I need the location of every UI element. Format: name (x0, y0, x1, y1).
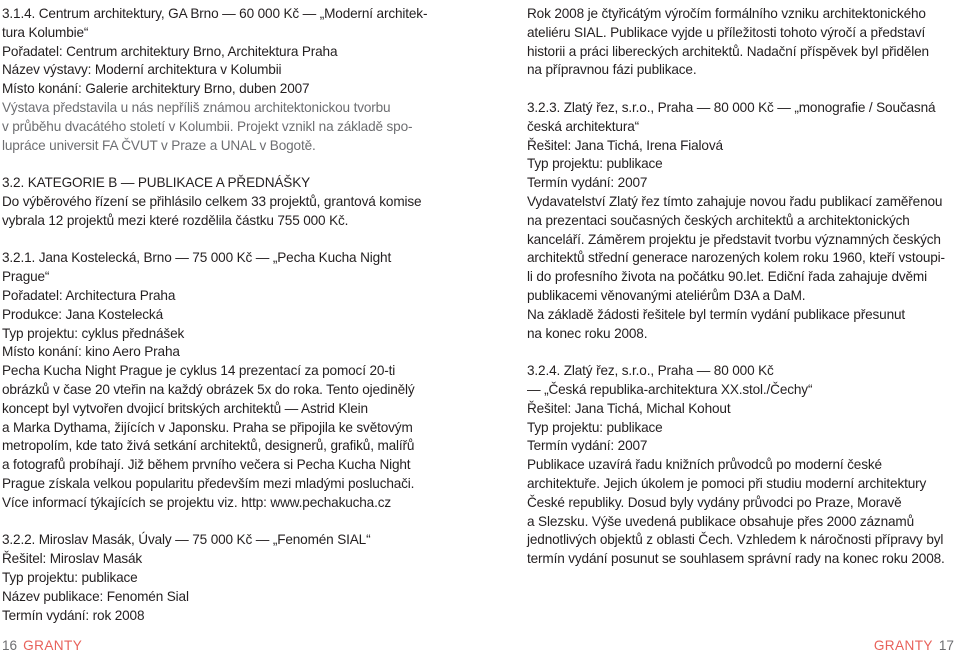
paragraph-gap (527, 343, 960, 362)
right-section-label: GRANTY (873, 638, 933, 653)
footer-right (874, 638, 954, 654)
text-line: Vydavatelství Zlatý řez tímto zahajuje novou řadu publikací zaměřenou (527, 193, 943, 209)
text-line: Místo konání: kino Aero Praha (2, 344, 180, 360)
text-line: Řešitel: Jana Tichá, Michal Kohout (527, 400, 731, 416)
text-line: architektů střední generace narozených kolem roku 1960, kteří vstoupi- (527, 250, 945, 266)
text-line: Typ projektu: cyklus přednášek (2, 325, 185, 341)
left-section-label: GRANTY (23, 638, 83, 653)
text-line: v průběhu dvacátého století v Kolumbii. Projekt vznikl na základě spo- (2, 118, 413, 134)
text-line: 3.2.4. Zlatý řez, s.r.o., Praha — 80 000 Kč (527, 363, 774, 379)
text-line: Místo konání: Galerie architektury Brno, duben 2007 (2, 81, 310, 97)
left-page-number: 16 (2, 638, 18, 653)
text-line: Název výstavy: Moderní architektura v Kolumbii (2, 62, 282, 78)
text-line: metropolím, kde tato živá setkání architektů, designerů, grafiků, malířů (2, 438, 415, 454)
text-line: Pořadatel: Centrum architektury Brno, Architektura Praha (2, 43, 338, 59)
paragraph-gap (2, 155, 472, 174)
text-line: historii a práci libereckých architektů. Nadační příspěvek byl přidělen (527, 43, 929, 59)
text-line: České republiky. Dosud byly vydány průvodci po Praze, Moravě (527, 494, 902, 510)
text-line: Pořadatel: Architectura Praha (2, 287, 176, 303)
text-line: Více informací týkajících se projektu viz. http: www.pechakucha.cz (2, 494, 392, 510)
text-line: a Slezsku. Výše uvedená publikace obsahuje přes 2000 záznamů (527, 513, 914, 529)
text-line: 3.1.4. Centrum architektury, GA Brno — 60 000 Kč — „Moderní architek- (2, 6, 428, 21)
text-line: 3.2.2. Miroslav Masák, Úvaly — 75 000 Kč — „Fenomén SIAL“ (2, 532, 371, 548)
text-line: termín vydání posunut se souhlasem správní rady na konec roku 2008. (527, 551, 945, 567)
text-line: Výstava představila u nás nepříliš známou architektonickou tvorbu (2, 99, 391, 115)
text-line: obrázků v čase 20 vteřin na každý obrázek 5x do roka. Tento ojedinělý (2, 381, 415, 397)
text-line: a Marka Dythama, žijících v Japonsku. Praha se připojila ke světovým (2, 419, 413, 435)
text-line: Prague“ (2, 269, 50, 285)
text-line: Publikace uzavírá řadu knižních průvodců po moderní české (527, 457, 882, 473)
text-line: Řešitel: Jana Tichá, Irena Fialová (527, 137, 723, 153)
text-line: architektuře. Jejich úkolem je pomoci při studiu moderní architektury (527, 475, 927, 491)
text-line: Termín vydání: 2007 (527, 438, 648, 454)
paragraph-gap (2, 231, 472, 250)
text-line: Termín vydání: rok 2008 (2, 607, 145, 623)
text-line: 3.2. KATEGORIE B — PUBLIKACE A PŘEDNÁŠKY (2, 175, 311, 191)
text-line: Rok 2008 je čtyřicátým výročím formálního vzniku architektonického (527, 6, 926, 21)
text-line: ateliéru SIAL. Publikace vyjde u příležitosti tohoto výročí a představí (527, 24, 926, 40)
text-line: 3.2.3. Zlatý řez, s.r.o., Praha — 80 000 Kč — „monografie / Současná (527, 99, 936, 115)
text-line: na konec roku 2008. (527, 325, 648, 341)
text-line: publikacemi věnovanými ateliérům D3A a DaM. (527, 287, 806, 303)
text-line: Typ projektu: publikace (2, 569, 138, 585)
text-line: na přípravnou fázi publikace. (527, 62, 697, 78)
left-column (2, 5, 472, 625)
text-line: jednotlivých objektů z oblasti Čech. Vzhledem k náročnosti přípravy byl (527, 532, 944, 548)
text-line: Do výběrového řízení se přihlásilo celkem 33 projektů, grantová komise (2, 193, 422, 209)
right-column (527, 5, 960, 569)
text-line: vybrala 12 projektů mezi které rozdělila částku 755 000 Kč. (2, 212, 349, 228)
text-line: Řešitel: Miroslav Masák (2, 551, 143, 567)
text-line: Prague získala velkou popularitu především mezi mladými posluchači. (2, 475, 415, 491)
paragraph-gap (527, 80, 960, 99)
text-line: a fotografů probíhají. Již během prvního večera si Pecha Kucha Night (2, 457, 411, 473)
text-line: — „Česká republika-architektura XX.stol./Čechy“ (527, 381, 813, 397)
text-line: kanceláří. Záměrem projektu je představit tvorbu významných českých (527, 231, 941, 247)
text-line: česká architektura“ (527, 118, 639, 134)
text-line: Na základě žádosti řešitele byl termín vydání publikace přesunut (527, 306, 906, 322)
footer-left (2, 638, 82, 654)
text-line: na prezentaci současných českých architektů a architektonických (527, 212, 910, 228)
text-line: Typ projektu: publikace (527, 156, 663, 172)
text-line: Typ projektu: publikace (527, 419, 663, 435)
text-line: li do profesního života na počátku 90.let. Ediční řada zahajuje dvěmi (527, 269, 927, 285)
text-line: tura Kolumbie“ (2, 24, 89, 40)
text-line: 3.2.1. Jana Kostelecká, Brno — 75 000 Kč — „Pecha Kucha Night (2, 250, 392, 266)
text-line: Název publikace: Fenomén Sial (2, 588, 189, 604)
text-line: lupráce universit FA ČVUT v Praze a UNAL v Bogotě. (2, 137, 316, 153)
right-page-number: 17 (938, 638, 954, 653)
text-line: Pecha Kucha Night Prague je cyklus 14 prezentací za pomocí 20-ti (2, 363, 396, 379)
text-line: Produkce: Jana Kostelecká (2, 306, 163, 322)
text-line: koncept byl vytvořen dvojicí britských architektů — Astrid Klein (2, 400, 368, 416)
paragraph-gap (2, 513, 472, 532)
text-line: Termín vydání: 2007 (527, 175, 648, 191)
